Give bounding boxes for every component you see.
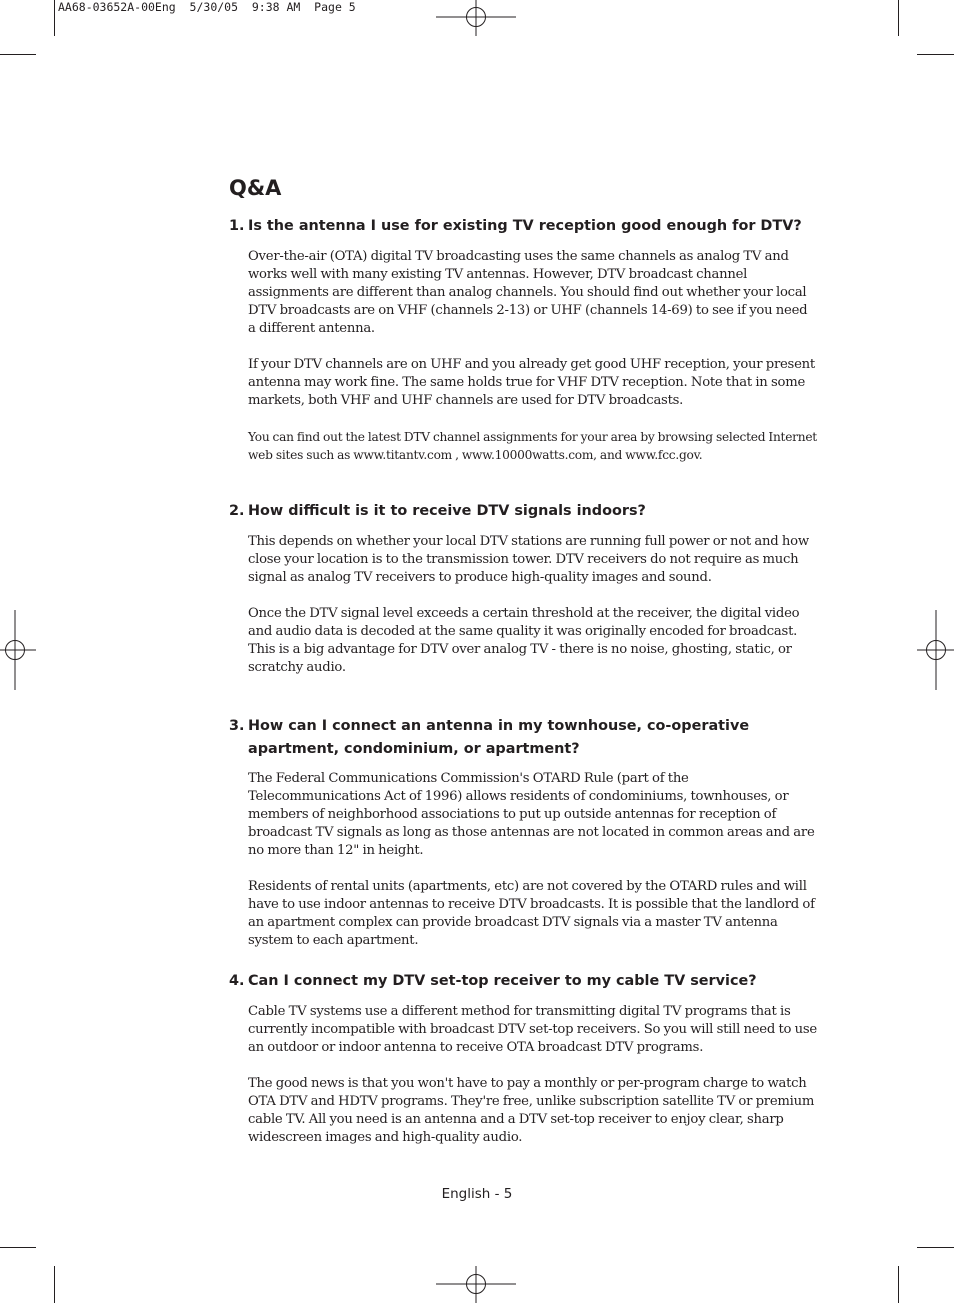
crop-mark-bottom-right-horizontal (917, 1247, 954, 1248)
question-text-line-2: apartment, condominium, or apartment? (248, 741, 580, 757)
question-4-answer-paragraph-1: Cable TV systems use a different method for transmitting digital TV programs that is currently incompatible with broadcast DTV set-top receivers. So you will still need to use an outdoor or indoor antenna to receive OTA broadcast DTV programs. (248, 1004, 817, 1055)
crop-mark-top-left-horizontal (0, 54, 36, 55)
question-4-answer-paragraph-2: The good news is that you won't have to pay a monthly or per-program charge to watch OTA DTV and HDTV programs. They're free, unlike subscription satellite TV or premium cable TV. All you need is an antenna and a DTV set-top receiver to enjoy clear, sharp widescreen images and high-quality audio. (248, 1076, 815, 1145)
crop-mark-top-right-vertical (898, 0, 899, 36)
question-2-answer-paragraph-1: This depends on whether your local DTV stations are running full power or not and how close your location is to the transmission tower. DTV receivers do not require as much signal as analog TV receivers to produce high-quality images and sound. (248, 534, 809, 585)
question-2-answer-paragraph-2: Once the DTV signal level exceeds a certain threshold at the receiver, the digital video and audio data is decoded at the same quality it was originally encoded for broadcast. This is a big advantage for DTV over analog TV - there is no noise, ghosting, static, or scratchy audio. (248, 606, 800, 675)
question-number: 2. (229, 503, 245, 519)
crop-mark-top-left-vertical (54, 0, 55, 36)
registration-mark-top-icon (436, 0, 516, 36)
crop-mark-bottom-right-vertical (898, 1266, 899, 1303)
crop-mark-bottom-left-vertical (54, 1266, 55, 1303)
question-1-heading (229, 215, 829, 238)
print-slug-line: AA68-03652A-00Eng 5/30/05 9:38 AM Page 5 (58, 0, 356, 14)
question-text-line-1: How can I connect an antenna in my townhouse, co-operative (248, 718, 750, 734)
question-1-answer-paragraph-2: If your DTV channels are on UHF and you already get good UHF reception, your present antenna may work fine. The same holds true for VHF DTV reception. Note that in some markets, both VHF and UHF channels are used for DTV broadcasts. (248, 357, 815, 408)
crop-mark-top-right-horizontal (917, 54, 954, 55)
registration-mark-right-icon (917, 610, 954, 690)
question-3-answer-paragraph-2: Residents of rental units (apartments, etc) are not covered by the OTARD rules and will have to use indoor antennas to receive DTV broadcasts. It is possible that the landlord of an apartment complex can provide broadcast DTV signals via a master TV antenna system to each apartment. (248, 879, 815, 948)
question-2-heading (229, 500, 829, 523)
question-number: 1. (229, 218, 245, 234)
crop-mark-bottom-left-horizontal (0, 1247, 36, 1248)
question-4-heading (229, 970, 829, 993)
question-number: 3. (229, 718, 245, 734)
page-title: Q&A (229, 176, 282, 200)
question-text: Can I connect my DTV set-top receiver to my cable TV service? (248, 973, 757, 989)
page-number-footer: English - 5 (441, 1186, 513, 1202)
question-text: How difficult is it to receive DTV signals indoors? (248, 503, 646, 519)
question-3-answer-paragraph-1: The Federal Communications Commission's OTARD Rule (part of the Telecommunications Act of 1996) allows residents of condominiums, townhouses, or members of neighborhood associations to put up outside antennas for reception of broadcast TV signals as long as those antennas are not located in common areas and are no more than 12" in height. (248, 771, 815, 858)
question-1-answer-paragraph-3: You can find out the latest DTV channel assignments for your area by browsing selected Internet web sites such as www.titantv.com , www.10000watts.com, and www.fcc.gov. (248, 430, 817, 462)
question-3-heading (229, 715, 829, 761)
registration-mark-left-icon (0, 610, 36, 690)
question-number: 4. (229, 973, 245, 989)
question-1-answer-paragraph-1: Over-the-air (OTA) digital TV broadcasting uses the same channels as analog TV and works well with many existing TV antennas. However, DTV broadcast channel assignments are different than analog channels. You should find out whether your local DTV broadcasts are on VHF (channels 2-13) or UHF (channels 14-69) to see if you need a different antenna. (248, 249, 808, 336)
question-text: Is the antenna I use for existing TV reception good enough for DTV? (248, 218, 802, 234)
registration-mark-bottom-icon (436, 1266, 516, 1303)
